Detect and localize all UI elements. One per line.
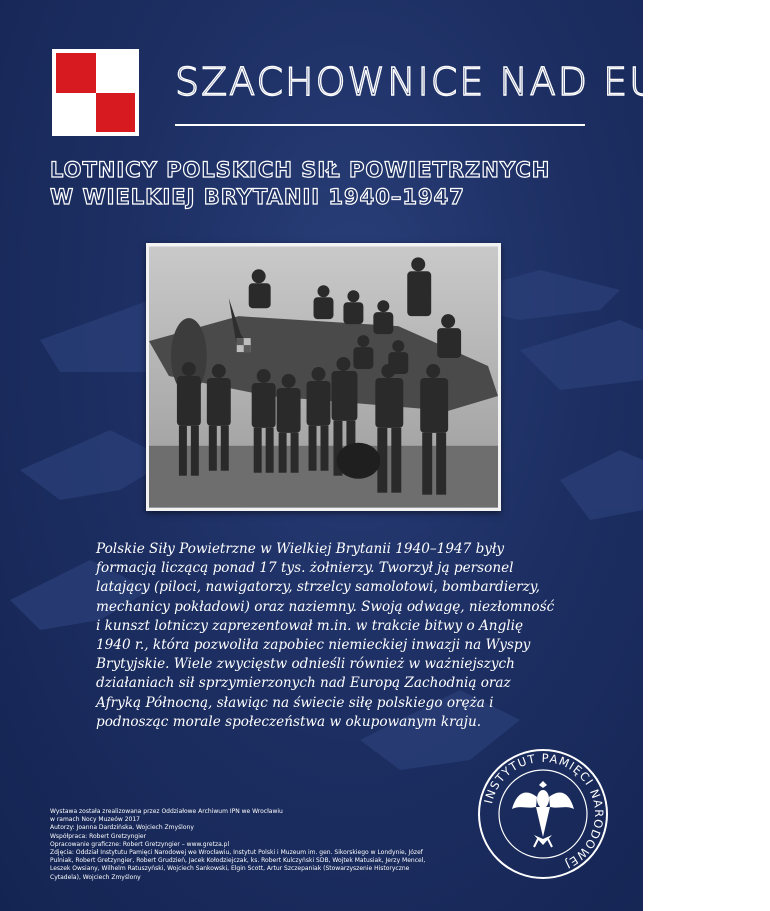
seal-text: INSTYTUT PAMIĘCI NARODOWEJ: [481, 750, 607, 872]
credits: [50, 808, 430, 882]
credits-line: Zdjęcia: Oddział Instytutu Pamięci Narodowej we Wrocławiu, Instytut Polski i Muzeum im. gen. Sikorskiego w Londynie, Józef Pulniak, Robert Gretzyngier, Robert Grudzień, Jacek Kołodziejczak, ks. Robert Kulczyński SDB, Wojtek Matusiak, Jerzy Mencel, Leszek Owsiany, Wilhelm Ratuszyński, Wojciech Sankowski, Elgin Scott, Artur Szczepaniak (Stowarzyszenie Historyczne Cytadela), Wojciech Zmyślony: [50, 849, 426, 881]
credits-line: Wystawa została zrealizowana przez Oddziałowe Archiwum IPN we Wrocławiu: [50, 808, 283, 815]
subtitle: [50, 157, 610, 211]
credits-line: w ramach Nocy Muzeów 2017: [50, 816, 140, 824]
title-underline: [175, 124, 585, 126]
historical-photo: [146, 243, 501, 511]
ipn-seal: [476, 747, 610, 881]
polish-checkerboard-logo: [52, 49, 139, 136]
subtitle-line-2: W WIELKIEJ BRYTANII 1940–1947: [50, 185, 465, 209]
credits-line: Autorzy: Joanna Dardzińska, Wojciech Zmyślony: [50, 824, 194, 832]
airmen-group-photo: [149, 246, 498, 508]
eagle-emblem-icon: [512, 781, 574, 847]
subtitle-line-1: LOTNICY POLSKICH SIŁ POWIETRZNYCH: [50, 158, 551, 182]
page-title: SZACHOWNICE NAD EUROPĄ: [175, 60, 770, 104]
credits-line: Opracowanie graficzne: Robert Gretzyngier – www.gretza.pl: [50, 840, 230, 848]
credits-line: Współpraca: Robert Gretzyngier: [50, 832, 147, 840]
body-paragraph: Polskie Siły Powietrzne w Wielkiej Brytanii 1940–1947 były formacją liczącą ponad 17 tys. żołnierzy. Tworzył ją personel latający (piloci, nawigatorzy, strzelcy samolotowi, bombardierzy, mechanicy pokładowi) oraz naziemny. Swoją odwagę, niezłomność i kunszt lotniczy zaprezentował m.in. w trakcie bitwy o Anglię 1940 r., która pozwoliła zapobiec niemieckiej inwazji na Wyspy Brytyjskie. Wiele zwycięstw odnieśli również w ważniejszych działaniach sił sprzymierzonych nad Europą Zachodnią oraz Afryką Północną, sławiąc na świecie siłę polskiego oręża i podnosząc morale społeczeństwa w okupowanym kraju.: [96, 541, 555, 730]
